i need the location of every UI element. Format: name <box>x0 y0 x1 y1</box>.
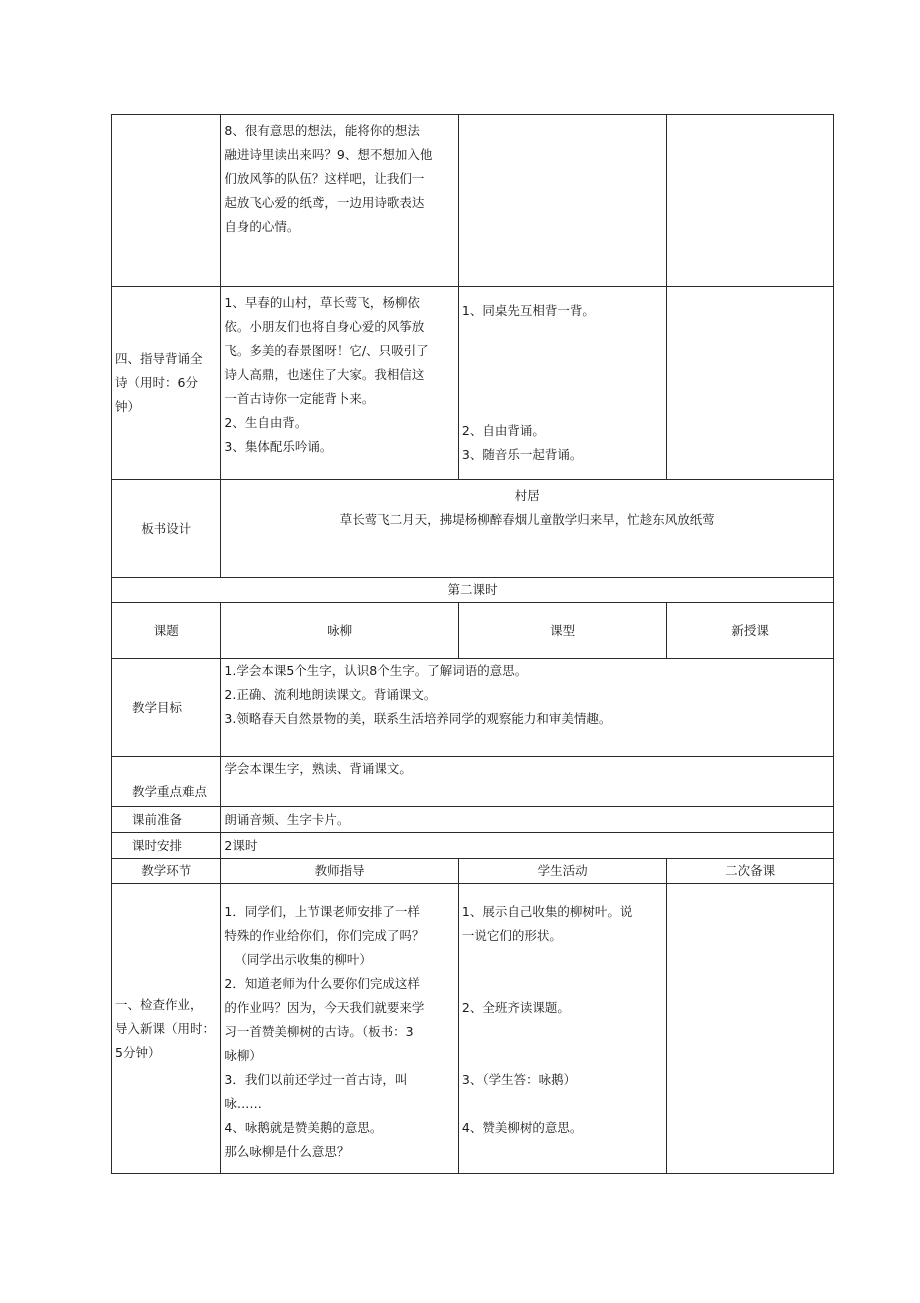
second-prep-empty <box>667 115 834 287</box>
teacher-guidance-homework <box>221 884 459 1174</box>
key-points-content: 学会本课生字，熟读、背诵课文。 <box>221 757 834 807</box>
text-line: 一首古诗你一定能背卜来。 <box>224 391 375 406</box>
text-line: 的作业吗？因为，今天我们就要来学 <box>224 1000 425 1015</box>
key-points-label: 教学重点难点 <box>112 757 221 807</box>
text-line: 飞。多美的春景图呀！它/、只吸引了 <box>224 343 429 358</box>
board-design-content <box>221 480 834 578</box>
hours-row <box>112 833 834 859</box>
text-line: 5分钟） <box>115 1044 161 1060</box>
topic-value: 咏柳 <box>221 603 459 659</box>
text-line: 融进诗里读出来吗？9、想不想加入他 <box>224 147 433 162</box>
text-line: 3、随音乐一起背诵。 <box>461 447 583 462</box>
topic-label: 课题 <box>112 603 221 659</box>
stage-cell-empty <box>112 115 221 287</box>
text-line: 3、集体配乐吟诵。 <box>224 439 333 454</box>
text-line: 2、自由背诵。 <box>461 423 545 438</box>
goals-row <box>112 659 834 757</box>
homework-row <box>112 884 834 1174</box>
student-activity-recite <box>458 287 666 480</box>
second-prep-empty <box>667 884 834 1174</box>
text-line: 1、早春的山村，草长莺飞，杨柳依 <box>224 295 420 310</box>
text-line: 诗（用时：6分 <box>115 375 198 390</box>
lesson-plan-table <box>111 114 834 1174</box>
text-line: 咏柳） <box>224 1048 262 1063</box>
text-line: 咏…… <box>224 1096 262 1111</box>
text-line: 诗人高鼎，也迷住了大家。我相信这 <box>224 367 425 382</box>
text-line: 导入新课（用时： <box>115 1020 216 1036</box>
topic-row <box>112 603 834 659</box>
prep-row <box>112 807 834 833</box>
text-line: 3．我们以前还学过一首古诗，叫 <box>224 1072 408 1087</box>
text-line: 四、指导背诵全 <box>115 351 203 366</box>
second-prep-empty <box>667 287 834 480</box>
stage-recite <box>112 287 221 480</box>
board-title: 村居 <box>514 488 540 503</box>
text-line: 1、展示自己收集的柳树叶。说 <box>461 904 633 919</box>
text-line: 2、生自由背。 <box>224 415 308 430</box>
student-activity-empty <box>458 115 666 287</box>
type-value: 新授课 <box>667 603 834 659</box>
text-line: 一、检查作业， <box>115 996 203 1012</box>
text-line: 起放飞心爱的纸鸢，一边用诗歌表达 <box>224 195 425 210</box>
prep-content: 朗诵音频、生字卡片。 <box>221 807 834 833</box>
col-student-header: 学生活动 <box>458 859 666 884</box>
second-lesson-heading: 第二课时 <box>112 578 834 603</box>
goals-label: 教学目标 <box>112 659 221 757</box>
type-label: 课型 <box>458 603 666 659</box>
prep-label: 课前准备 <box>112 807 221 833</box>
text-line: 特殊的作业给你们，你们完成了吗？ <box>224 928 425 943</box>
text-line: 依。小朋友们也将自身心爱的风筝放 <box>224 319 425 334</box>
text-line: 习一首赞美柳树的古诗。（板书：3 <box>224 1024 414 1039</box>
goals-content <box>221 659 834 757</box>
board-design-label: 板书设计 <box>112 480 221 578</box>
text-line: 4、咏鹅就是赞美鹅的意思。 <box>224 1120 383 1135</box>
column-header-row <box>112 859 834 884</box>
text-line: 钟） <box>115 399 141 414</box>
stage-homework <box>112 884 221 1174</box>
hours-label: 课时安排 <box>112 833 221 859</box>
text-line: 2、全班齐读课题。 <box>461 1000 570 1015</box>
goal-item: 1.学会本课5个生字，认识8个生字。了解词语的意思。 <box>224 663 528 678</box>
text-line: 2．知道老师为什么要你们完成这样 <box>224 976 420 991</box>
board-poem: 草长莺飞二月天，拂堤杨柳醉春烟儿童散学归来早，忙趁东风放纸莺 <box>339 512 715 527</box>
text-line: 1、同桌先互相背一背。 <box>461 303 595 318</box>
text-line: （同学出示收集的柳叶） <box>234 952 372 967</box>
text-line: 那么咏柳是什么意思？ <box>224 1144 350 1159</box>
second-lesson-heading-row <box>112 578 834 603</box>
goal-item: 3.领略春天自然景物的美，联系生活培养同学的观察能力和审美情趣。 <box>224 711 612 726</box>
teacher-guidance-continued <box>221 115 459 287</box>
text-line: 们放风筝的队伍？这样吧，让我们一 <box>224 171 425 186</box>
text-line: 8、很有意思的想法，能将你的想法 <box>224 123 420 138</box>
col-second-header: 二次备课 <box>667 859 834 884</box>
text-line: 1．同学们，上节课老师安排了一样 <box>224 904 420 919</box>
recite-row <box>112 287 834 480</box>
goal-item: 2.正确、流利地朗读课文。背诵课文。 <box>224 687 437 702</box>
teacher-guidance-recite <box>221 287 459 480</box>
student-activity-homework <box>458 884 666 1174</box>
hours-content: 2课时 <box>221 833 834 859</box>
text-line: 一说它们的形状。 <box>461 928 562 943</box>
continued-row <box>112 115 834 287</box>
col-stage-header: 教学环节 <box>112 859 221 884</box>
col-teacher-header: 教师指导 <box>221 859 459 884</box>
text-line: 自身的心情。 <box>224 219 300 234</box>
text-line: 4、赞美柳树的意思。 <box>461 1120 583 1135</box>
key-points-row <box>112 757 834 807</box>
board-design-row <box>112 480 834 578</box>
text-line: 3、（学生答：咏鹅） <box>461 1072 577 1087</box>
